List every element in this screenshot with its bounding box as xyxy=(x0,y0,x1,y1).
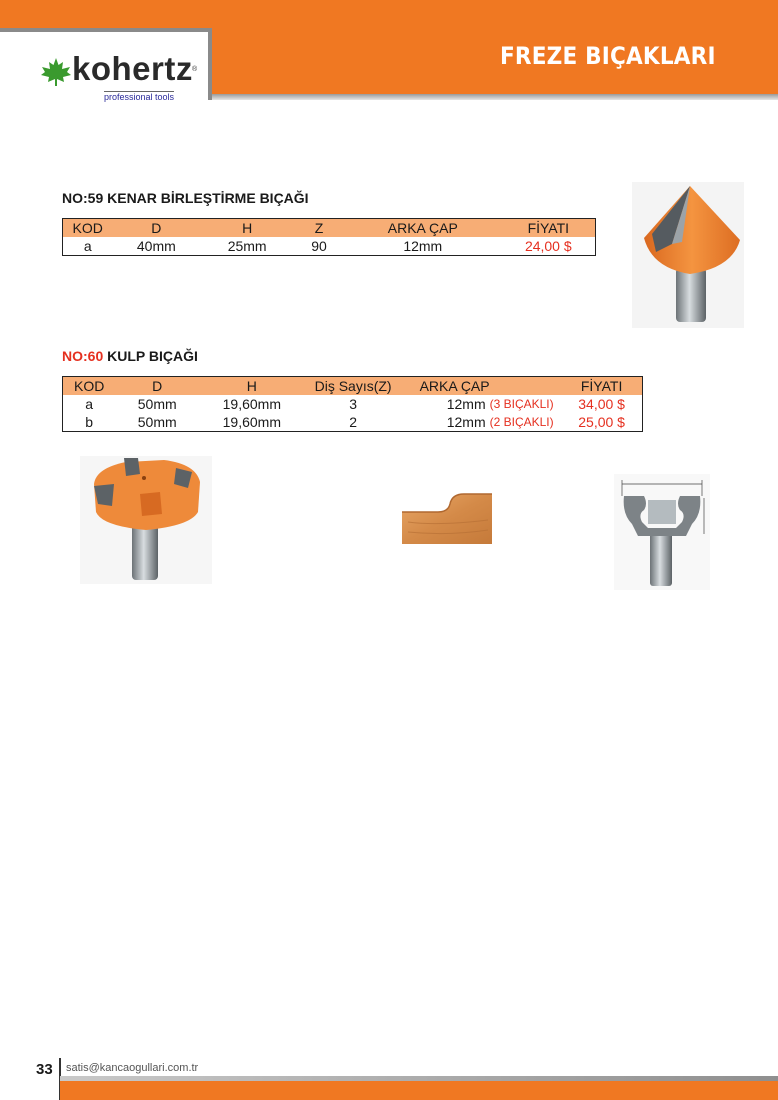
logo-wordmark: kohertz xyxy=(72,50,193,87)
header-shadow xyxy=(212,94,778,100)
cell-d: 50mm xyxy=(137,396,177,412)
cell-kod: a xyxy=(85,396,94,412)
cell-d: 50mm xyxy=(137,414,177,430)
cell-z: 3 xyxy=(349,396,357,412)
table-header-row xyxy=(63,377,643,396)
table-row xyxy=(63,237,596,256)
cell-price: 25,00 $ xyxy=(578,414,625,430)
footer-orange-band xyxy=(60,1081,778,1100)
logo-box-side-edge xyxy=(208,28,212,100)
footer-email: satis@kancaogullari.com.tr xyxy=(66,1062,199,1074)
section-title-59: NO:59 KENAR BİRLEŞTİRME BIÇAĞI xyxy=(62,190,309,206)
handle-router-bit-image xyxy=(80,456,212,584)
col-header: KOD xyxy=(63,377,116,396)
logo-box-top-edge xyxy=(0,28,212,32)
cell-h: 19,60mm xyxy=(222,396,281,412)
col-header: ARKA ÇAP xyxy=(402,377,490,396)
cell-z: 90 xyxy=(311,238,327,254)
cell-kod: b xyxy=(85,414,94,430)
cell-h: 25mm xyxy=(227,238,267,254)
col-header: Diş Sayıs(Z) xyxy=(305,377,402,396)
col-header: Z xyxy=(294,219,344,238)
cell-arka-cap: 12mm xyxy=(446,414,486,430)
cell-note: (3 BIÇAKLI) xyxy=(489,397,554,411)
col-header-spacer xyxy=(490,377,562,396)
cell-z: 2 xyxy=(349,414,357,430)
section-title-60 xyxy=(62,348,198,364)
cell-h: 19,60mm xyxy=(222,414,281,430)
cell-price: 34,00 $ xyxy=(578,396,625,412)
table-header-row xyxy=(63,219,596,238)
col-header: H xyxy=(200,219,294,238)
wood-profile-sample-image xyxy=(398,490,494,548)
logo-tagline: professional tools xyxy=(104,92,175,102)
v-groove-router-bit-image xyxy=(632,182,744,328)
cell-arka-cap: 12mm xyxy=(446,396,486,412)
bit-technical-drawing xyxy=(614,474,710,590)
table-row xyxy=(63,395,643,413)
col-header: FİYATI xyxy=(502,219,596,238)
col-header: KOD xyxy=(63,219,113,238)
col-header: D xyxy=(115,377,199,396)
logo-registered-mark: ® xyxy=(192,66,198,73)
col-header: H xyxy=(199,377,305,396)
page-title: FREZE BIÇAKLARI xyxy=(500,42,716,70)
page-number: 33 xyxy=(36,1061,53,1078)
cell-note: (2 BIÇAKLI) xyxy=(489,415,554,429)
cell-arka-cap: 12mm xyxy=(403,238,443,254)
maple-leaf-icon xyxy=(40,57,72,87)
col-header: D xyxy=(112,219,200,238)
section-number: NO:60 xyxy=(62,348,104,364)
spec-table-59 xyxy=(62,218,596,256)
cell-kod: a xyxy=(83,238,92,254)
spec-table-60 xyxy=(62,376,643,432)
cell-d: 40mm xyxy=(136,238,176,254)
cell-price: 24,00 $ xyxy=(524,238,572,254)
section-name: KULP BIÇAĞI xyxy=(103,348,198,364)
table-row xyxy=(63,413,643,432)
col-header: ARKA ÇAP xyxy=(344,219,502,238)
col-header: FİYATI xyxy=(561,377,642,396)
